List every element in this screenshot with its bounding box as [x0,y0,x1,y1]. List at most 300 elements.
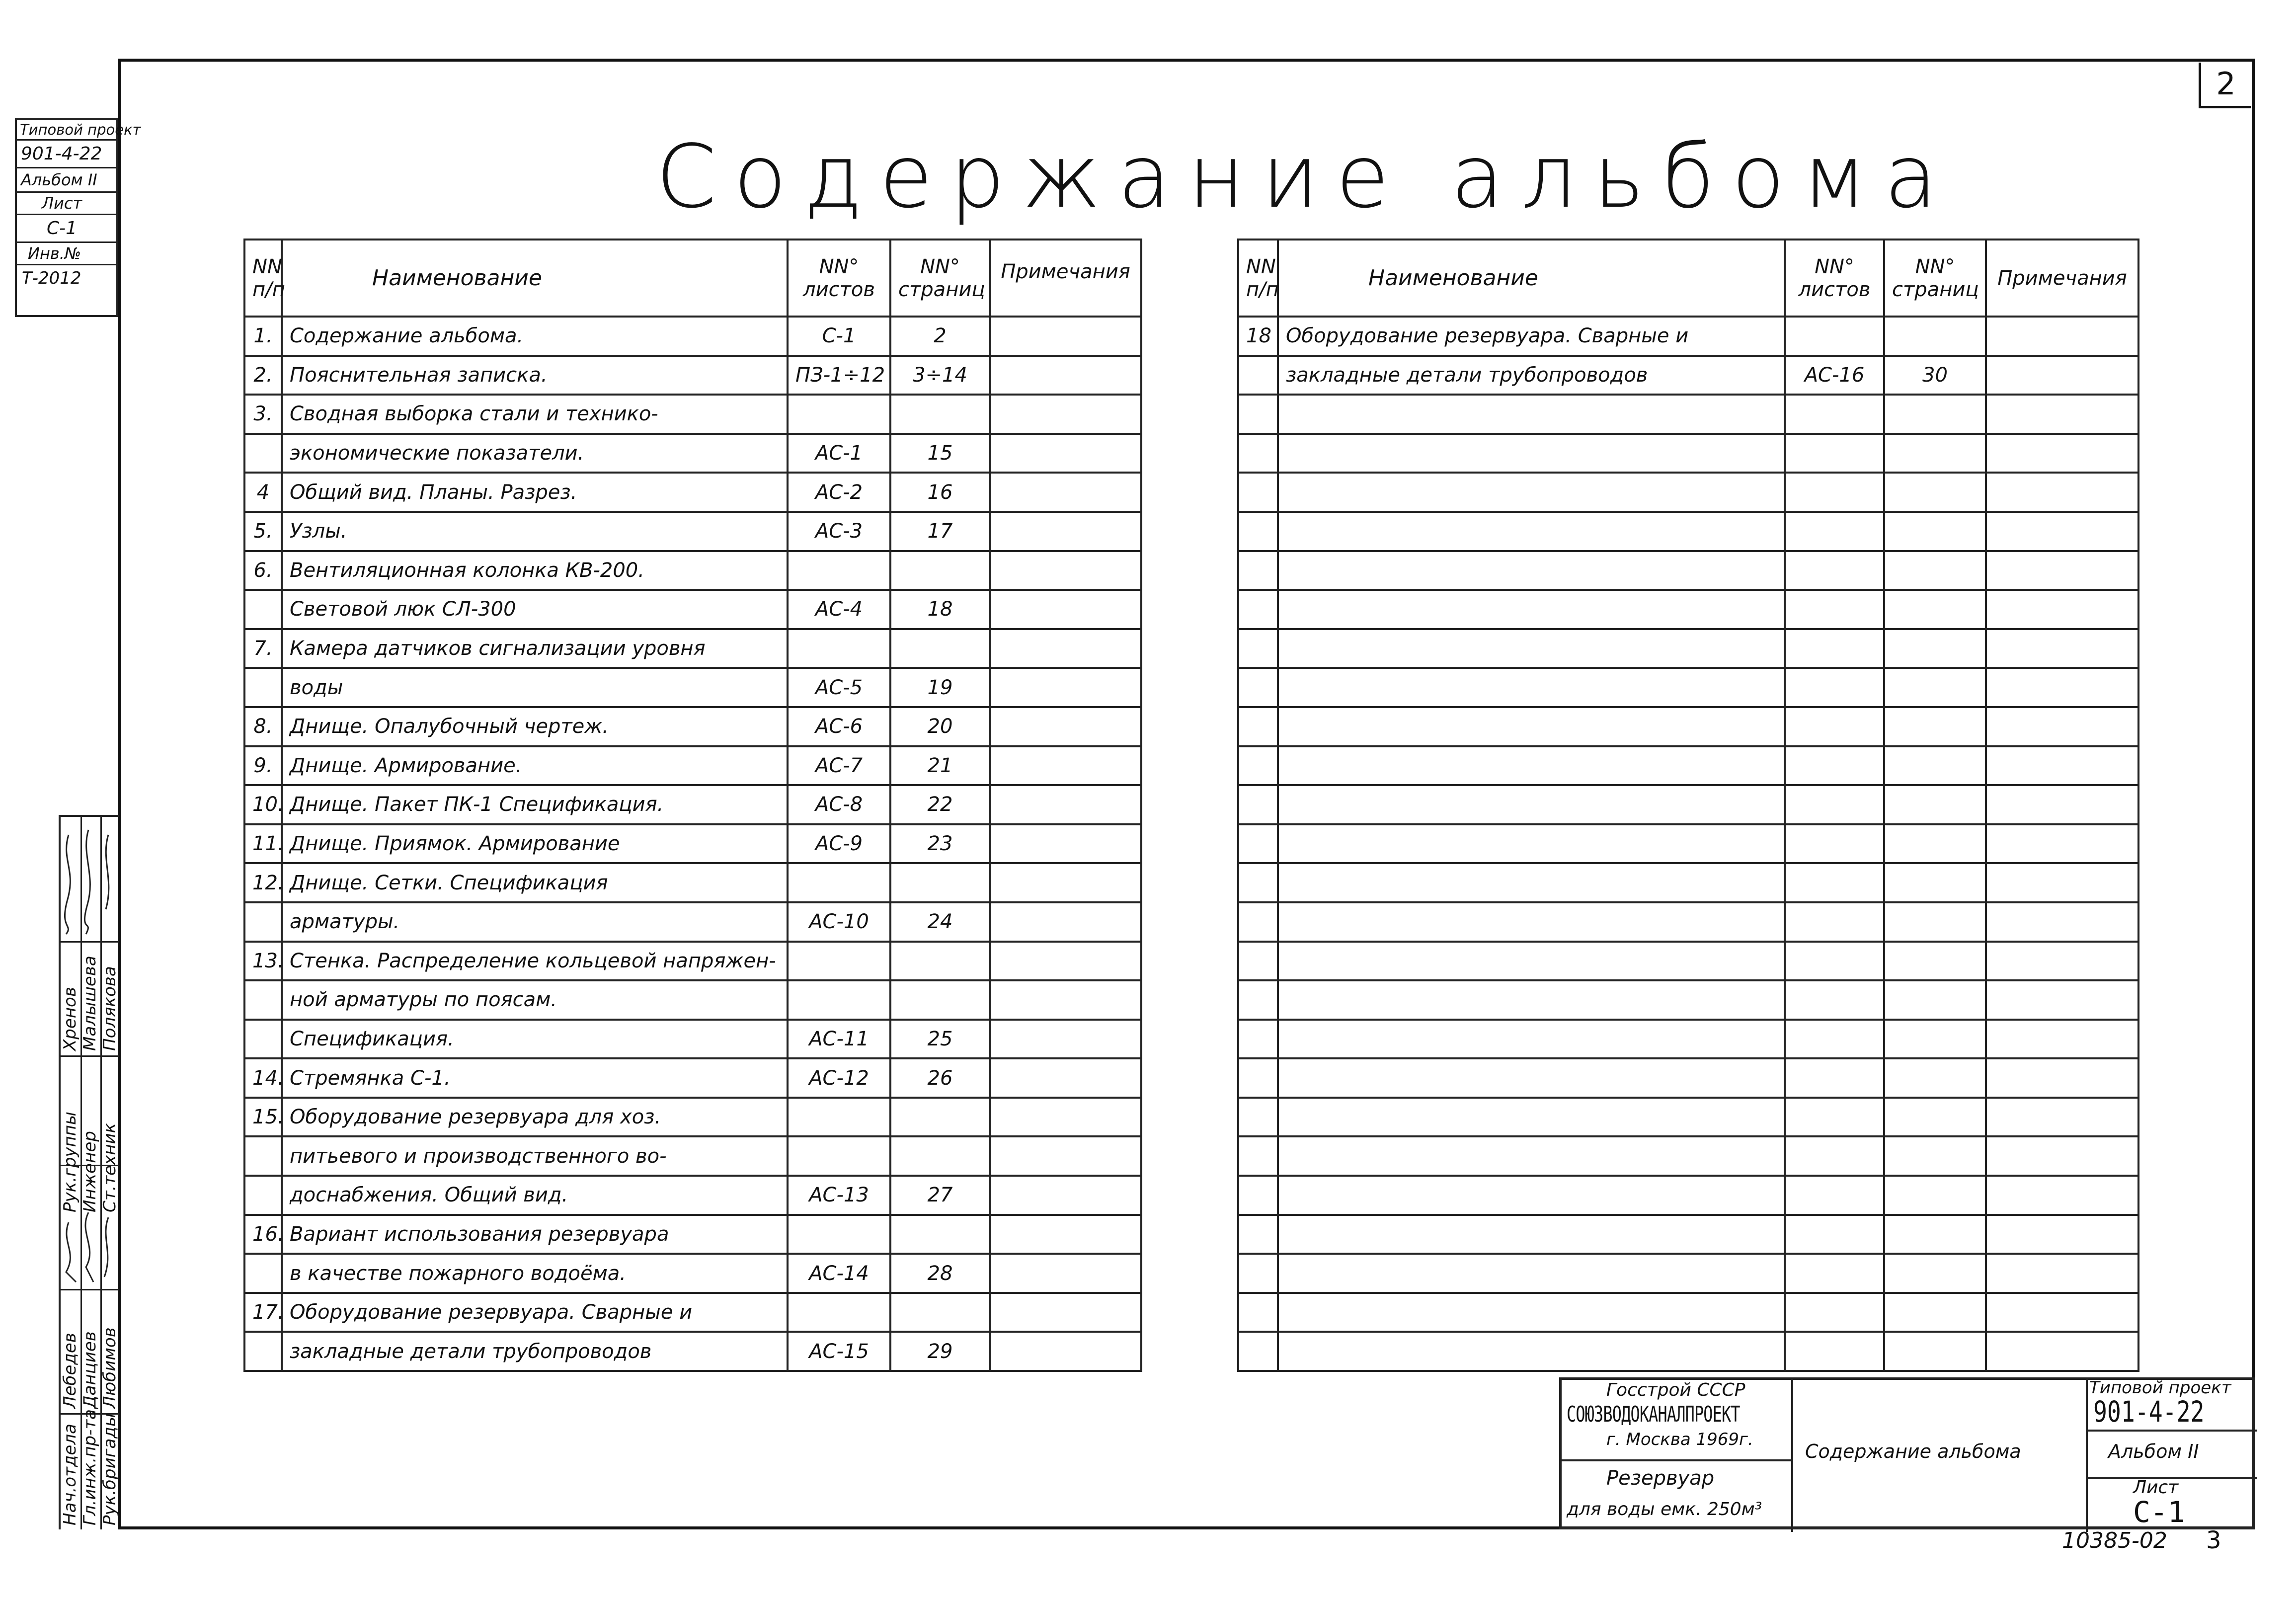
table-row [244,356,1141,395]
row-page [1884,863,1986,902]
table-row [1238,1020,2138,1059]
table-row [244,1293,1141,1332]
signature-scribbles [59,815,119,1529]
header-name: Наименование [282,240,788,317]
row-notes [990,1176,1141,1215]
sig-role2-1: Нач.отдела [60,1424,80,1525]
row-sheet [788,980,890,1020]
row-page [1884,980,1986,1020]
row-num: 4 [244,473,282,512]
row-notes [990,824,1141,864]
row-page: 27 [890,1176,990,1215]
row-page [890,1293,990,1332]
row-name [1278,1332,1785,1371]
row-notes [990,590,1141,629]
table-row [1238,980,2138,1020]
row-sheet: АС-3 [788,512,890,551]
table-header-row [1238,240,2138,317]
row-num: 12. [244,863,282,902]
row-sheet: АС-7 [788,746,890,786]
row-page: 22 [890,785,990,824]
row-num [1238,1293,1278,1332]
row-sheet [788,395,890,434]
row-notes [1986,980,2138,1020]
table-row [1238,746,2138,786]
table-row [244,317,1141,356]
row-num [1238,1098,1278,1137]
table-row [244,1098,1141,1137]
row-page [890,1215,990,1254]
row-name [1278,395,1785,434]
row-notes [990,785,1141,824]
row-notes [1986,707,2138,746]
row-name [1278,902,1785,942]
row-sheet [1785,434,1884,473]
row-name [1278,942,1785,981]
table-row [244,1058,1141,1098]
table-row [244,1020,1141,1059]
table-row [244,668,1141,707]
sig-role-3: Ст.техник [100,1122,120,1212]
sig-name-2: Малышева [80,956,100,1051]
row-sheet [1785,551,1884,590]
row-sheet [1785,395,1884,434]
row-sheet: АС-12 [788,1058,890,1098]
row-name [1278,668,1785,707]
header-notes: Примечания [1986,240,2138,317]
header-num: NN п/п [244,240,282,317]
object-line1: Резервуар [1606,1467,1715,1490]
row-name: Световой люк СЛ-300 [282,590,788,629]
org-city-year: г. Москва 1969г. [1606,1430,1753,1449]
row-notes [990,395,1141,434]
row-sheet [1785,590,1884,629]
header-pages: NN° страниц [1884,240,1986,317]
row-num [1238,1058,1278,1098]
row-notes [1986,902,2138,942]
row-sheet [788,863,890,902]
row-page: 18 [890,590,990,629]
row-notes [990,1215,1141,1254]
row-notes [990,863,1141,902]
row-name: Стремянка С-1. [282,1058,788,1098]
table-row [1238,395,2138,434]
table-row [244,1176,1141,1215]
row-notes [1986,1176,2138,1215]
table-row [1238,942,2138,981]
table-row [244,1136,1141,1176]
row-page [1884,1020,1986,1059]
table-row [1238,356,2138,395]
row-num [1238,1176,1278,1215]
row-num [1238,707,1278,746]
row-num [1238,942,1278,981]
drawing-name: Содержание альбома [1805,1440,2021,1462]
row-name [1278,1254,1785,1293]
table-row [1238,707,2138,746]
row-page [1884,629,1986,668]
contents-table-left [243,239,1142,1372]
row-notes [1986,1058,2138,1098]
header-name: Наименование [1278,240,1785,317]
row-page: 19 [890,668,990,707]
row-sheet [1785,317,1884,356]
table-row [244,902,1141,942]
row-page [890,395,990,434]
row-num [1238,434,1278,473]
table-row [244,629,1141,668]
row-name: Днище. Пакет ПК-1 Спецификация. [282,785,788,824]
row-sheet: АС-5 [788,668,890,707]
row-page [1884,785,1986,824]
side-inv-label: Инв.№ [17,243,116,265]
row-name: Узлы. [282,512,788,551]
table-row [1238,902,2138,942]
row-num: 15. [244,1098,282,1137]
row-page [890,863,990,902]
row-num [244,1254,282,1293]
row-notes [990,1058,1141,1098]
row-num [1238,668,1278,707]
row-sheet [1785,863,1884,902]
row-num [1238,1020,1278,1059]
row-name: в качестве пожарного водоёма. [282,1254,788,1293]
sig-role-1: Рук.группы [60,1112,80,1212]
row-name: закладные детали трубопроводов [1278,356,1785,395]
row-sheet: АС-6 [788,707,890,746]
row-sheet [1785,824,1884,864]
row-sheet [1785,980,1884,1020]
row-num [1238,1215,1278,1254]
row-name: Оборудование резервуара. Сварные и [1278,317,1785,356]
row-notes [1986,785,2138,824]
row-notes [1986,356,2138,395]
row-num [244,1020,282,1059]
table-row [1238,1332,2138,1371]
table-row [244,551,1141,590]
row-name [1278,629,1785,668]
row-sheet [1785,902,1884,942]
table-row [244,746,1141,786]
row-sheet: С-1 [788,317,890,356]
row-name: Вариант использования резервуара [282,1215,788,1254]
side-sheet-label: Лист [17,193,116,215]
org-ministry: Госстрой СССР [1606,1380,1745,1400]
row-name [1278,551,1785,590]
row-page [890,942,990,981]
row-name: Пояснительная записка. [282,356,788,395]
row-page: 24 [890,902,990,942]
row-page: 30 [1884,356,1986,395]
row-sheet: АС-14 [788,1254,890,1293]
row-name: воды [282,668,788,707]
row-num [244,902,282,942]
row-page: 15 [890,434,990,473]
row-notes [990,1332,1141,1371]
side-project-number: 901-4-22 [17,141,116,168]
table-row [1238,317,2138,356]
row-sheet: ПЗ-1÷12 [788,356,890,395]
header-notes: Примечания [990,240,1141,317]
table-row [244,980,1141,1020]
row-num [244,980,282,1020]
table-row [1238,1293,2138,1332]
row-sheet: АС-15 [788,1332,890,1371]
table-row [1238,1136,2138,1176]
row-name [1278,512,1785,551]
row-name: Камера датчиков сигнализации уровня [282,629,788,668]
table-row [1238,512,2138,551]
row-sheet: АС-11 [788,1020,890,1059]
row-name: Оборудование резервуара. Сварные и [282,1293,788,1332]
row-num: 9. [244,746,282,786]
row-page [890,980,990,1020]
row-sheet [1785,1215,1884,1254]
table-row [244,395,1141,434]
row-sheet [1785,785,1884,824]
row-name [1278,863,1785,902]
table-row [244,434,1141,473]
row-page: 3÷14 [890,356,990,395]
sig-name2-3: Любимов [100,1327,120,1409]
row-sheet: АС-16 [1785,356,1884,395]
row-num [1238,356,1278,395]
title-block [1559,1377,2255,1529]
row-notes [990,1098,1141,1137]
doc-code: 10385-02 [2062,1528,2167,1553]
row-notes [990,434,1141,473]
row-page [1884,434,1986,473]
row-name [1278,1215,1785,1254]
row-page [1884,1176,1986,1215]
row-num [1238,902,1278,942]
row-num: 1. [244,317,282,356]
row-name [1278,1098,1785,1137]
row-name: Днище. Приямок. Армирование [282,824,788,864]
row-page [1884,942,1986,981]
row-name: Сводная выборка стали и технико- [282,395,788,434]
sig-role2-2: Гл.инж.пр-та [80,1409,100,1525]
page-number: 2 [2216,66,2236,102]
row-num: 17. [244,1293,282,1332]
row-name [1278,1058,1785,1098]
sig-name-3: Полякова [100,966,120,1051]
row-notes [1986,1215,2138,1254]
row-num: 2. [244,356,282,395]
row-page [1884,824,1986,864]
row-num [244,1176,282,1215]
row-num [1238,980,1278,1020]
row-sheet: АС-9 [788,824,890,864]
row-notes [990,668,1141,707]
table-row [244,1215,1141,1254]
row-num [1238,395,1278,434]
header-num: NN п/п [1238,240,1278,317]
sig-name-1: Хренов [60,987,80,1051]
row-num [244,434,282,473]
row-sheet [788,629,890,668]
row-num [1238,512,1278,551]
row-name [1278,590,1785,629]
row-notes [990,551,1141,590]
row-name: Днище. Опалубочный чертеж. [282,707,788,746]
sig-name2-1: Лебедев [60,1333,80,1409]
header-sheets: NN° листов [1785,240,1884,317]
table-row [244,824,1141,864]
row-num: 18 [1238,317,1278,356]
row-notes [1986,668,2138,707]
row-notes [1986,942,2138,981]
page-number-box [2199,63,2251,108]
row-page [1884,902,1986,942]
row-num: 10. [244,785,282,824]
row-notes [990,707,1141,746]
row-page: 25 [890,1020,990,1059]
row-notes [990,512,1141,551]
row-notes [1986,1136,2138,1176]
row-name [1278,980,1785,1020]
table-row [244,512,1141,551]
row-page [1884,1332,1986,1371]
row-num [1238,746,1278,786]
row-sheet [788,942,890,981]
sig-role2-3: Рук.бригады [100,1413,120,1525]
row-page [1884,551,1986,590]
row-name [1278,746,1785,786]
row-name: Днище. Армирование. [282,746,788,786]
row-sheet [1785,707,1884,746]
row-num: 7. [244,629,282,668]
row-page [1884,1058,1986,1098]
row-notes [1986,512,2138,551]
table-row [1238,473,2138,512]
row-num [1238,473,1278,512]
row-num: 13. [244,942,282,981]
row-sheet [1785,512,1884,551]
row-notes [1986,824,2138,864]
row-page: 23 [890,824,990,864]
row-num: 5. [244,512,282,551]
row-page [1884,707,1986,746]
table-row [244,707,1141,746]
row-notes [1986,746,2138,786]
row-page [890,1136,990,1176]
row-sheet [1785,1293,1884,1332]
table-row [1238,668,2138,707]
contents-table-right [1237,239,2139,1372]
row-num [1238,551,1278,590]
row-num: 11. [244,824,282,864]
row-num: 8. [244,707,282,746]
row-page: 20 [890,707,990,746]
row-name: Стенка. Распределение кольцевой напряжен- [282,942,788,981]
row-notes [1986,863,2138,902]
row-page: 17 [890,512,990,551]
table-row [1238,1254,2138,1293]
row-sheet [1785,473,1884,512]
row-notes [1986,1020,2138,1059]
row-sheet: АС-13 [788,1176,890,1215]
row-name: Общий вид. Планы. Разрез. [282,473,788,512]
row-name [1278,785,1785,824]
row-notes [990,356,1141,395]
row-notes [990,629,1141,668]
row-num: 3. [244,395,282,434]
row-page: 21 [890,746,990,786]
table-row [244,942,1141,981]
table-row [244,590,1141,629]
row-num: 16. [244,1215,282,1254]
row-sheet [1785,629,1884,668]
row-sheet [788,1098,890,1137]
table-row [244,785,1141,824]
side-sheet: С-1 [17,215,116,243]
row-sheet: АС-8 [788,785,890,824]
row-name: питьевого и производственного во- [282,1136,788,1176]
row-page: 26 [890,1058,990,1098]
row-notes [1986,551,2138,590]
row-page [1884,668,1986,707]
row-page [890,1098,990,1137]
row-sheet [1785,668,1884,707]
table-row [1238,1215,2138,1254]
page-title: Содержание альбома [656,127,1955,228]
row-sheet [788,1215,890,1254]
row-notes [1986,473,2138,512]
row-notes [990,1136,1141,1176]
row-num [1238,590,1278,629]
row-notes [1986,317,2138,356]
row-sheet [788,1293,890,1332]
row-notes [990,317,1141,356]
table-row [1238,551,2138,590]
row-num [1238,629,1278,668]
table-row [1238,1176,2138,1215]
row-name [1278,707,1785,746]
row-num [244,1332,282,1371]
row-num [1238,1332,1278,1371]
side-album: Альбом II [17,168,116,193]
row-name: Днище. Сетки. Спецификация [282,863,788,902]
row-sheet: АС-1 [788,434,890,473]
row-page [1884,317,1986,356]
row-page [890,551,990,590]
row-page [1884,1136,1986,1176]
row-notes [990,1254,1141,1293]
row-name: Вентиляционная колонка КВ-200. [282,551,788,590]
row-page [1884,590,1986,629]
row-sheet [1785,1176,1884,1215]
row-notes [990,902,1141,942]
row-page [1884,1254,1986,1293]
row-num [1238,863,1278,902]
row-sheet [1785,1020,1884,1059]
row-sheet: АС-2 [788,473,890,512]
tb-type-project-label: Типовой проект [2089,1378,2231,1398]
row-notes [990,942,1141,981]
row-sheet: АС-4 [788,590,890,629]
tb-project-number: 901-4-22 [2093,1395,2205,1429]
row-page [1884,473,1986,512]
row-sheet [1785,1254,1884,1293]
row-name [1278,473,1785,512]
org-name: СОЮЗВОДОКАНАЛПРОЕКТ [1567,1402,1740,1427]
tb-sheet: С-1 [2133,1495,2185,1529]
row-notes [990,473,1141,512]
row-sheet [1785,1136,1884,1176]
row-page [1884,1098,1986,1137]
header-sheets: NN° листов [788,240,890,317]
